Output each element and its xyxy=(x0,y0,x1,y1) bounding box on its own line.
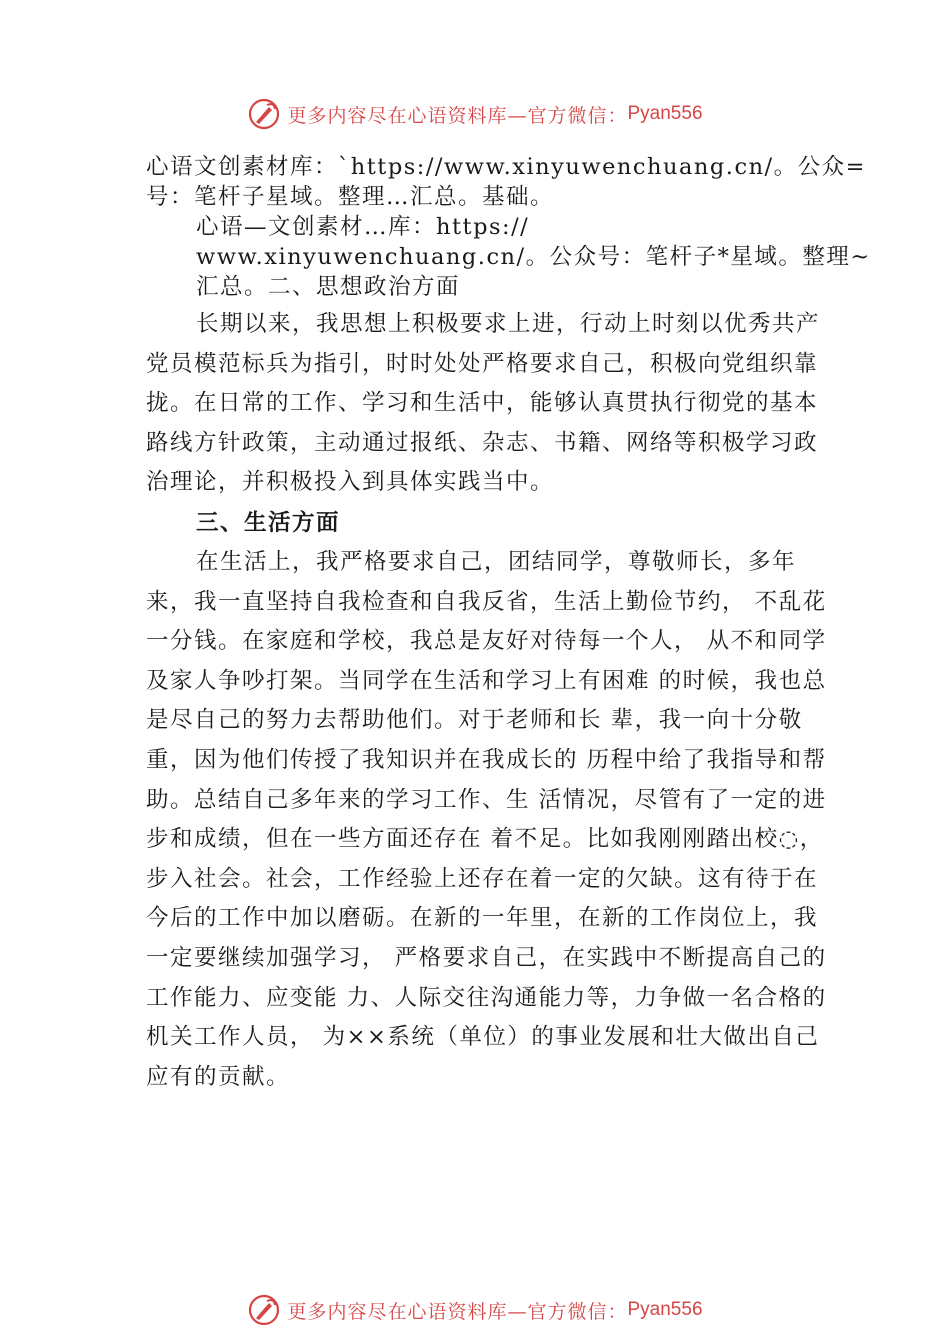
section2-paragraph: 长期以来，我思想上积极要求上进，行动上时刻以优秀共产党员模范标兵为指引，时时处处严格要求自己，积极向党组织靠拢。在日常的工作、学习和生活中，能够认真贯执行彻党的基本路线方针政策，主动通过报纸、杂志、书籍、网络等积极学习政治理论，并积极投入到具体实践当中。 xyxy=(146,311,821,496)
header-line-2: 号：笔杆子星域。整理…汇总。基础。 xyxy=(146,184,555,210)
pen-logo-icon xyxy=(247,1293,281,1327)
pen-logo-icon xyxy=(247,97,281,131)
header-line-5: 汇总。二、思想政治方面 xyxy=(196,274,461,300)
watermark-handle: Pyan556 xyxy=(627,1299,703,1320)
header-line-1: 心语文创素材库：`https://www.xinyuwenchuang.cn/。公众= xyxy=(146,154,866,180)
document-body xyxy=(146,152,871,1097)
section3-paragraph: 在生活上，我严格要求自己，团结同学，尊敬师长，多年来，我一直坚持自我检查和自我反省，生活上勤俭节约， 不乱花一分钱。在家庭和学校，我总是友好对待每一个人， 从不和同学及家人争吵打架。当同学在生活和学习上有困难 的时候，我也总是尽自己的努力去帮助他们。对于老师和长 辈，我一向十分敬重，因为他们传授了我知识并在我成长的 历程中给了我指导和帮助。总结自己多年来的学习工作、生 活情况，尽管有了一定的进步和成绩，但在一些方面还存在 着不足。比如我刚刚踏出校◌，步入社会。社会，工作经验上还存在着一定的欠缺。这有待于在今后的工作中加以磨砺。在新的一年里，在新的工作岗位上，我一定要继续加强学习， 严格要求自己，在实践中不断提高自己的工作能力、应变能 力、人际交往沟通能力等，力争做一名合格的机关工作人员， 为××系统（单位）的事业发展和壮大做出自己应有的贡献。 xyxy=(146,548,827,1090)
header-line-4: www.xinyuwenchuang.cn/。公众号：笔杆子*星域。整理~ xyxy=(196,244,871,270)
watermark-text: 更多内容尽在心语资料库—官方微信： xyxy=(287,1300,628,1323)
watermark-banner-top xyxy=(0,94,950,134)
watermark-banner-bottom xyxy=(0,1290,950,1330)
header-line-3: 心语—文创素材…库：https:// xyxy=(196,214,530,240)
section3-heading: 三、生活方面 xyxy=(196,509,341,536)
watermark-handle: Pyan556 xyxy=(627,103,703,124)
watermark-text: 更多内容尽在心语资料库—官方微信： xyxy=(287,104,628,127)
